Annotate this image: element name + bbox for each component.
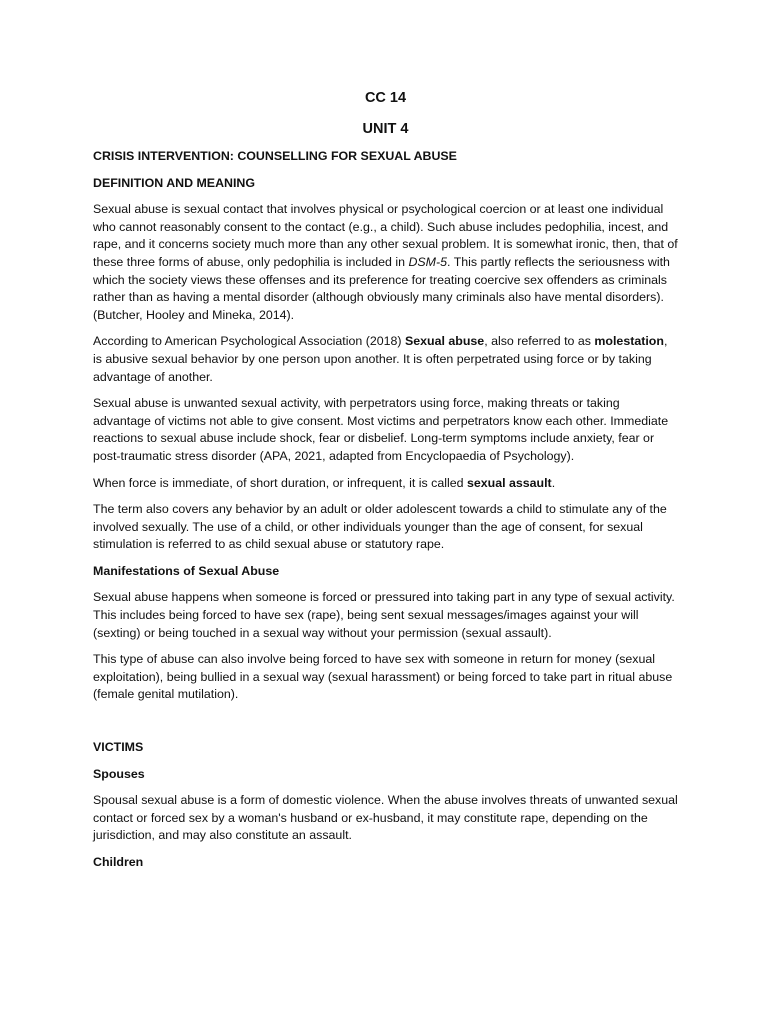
children-heading: Children	[93, 855, 144, 869]
document-title: CRISIS INTERVENTION: COUNSELLING FOR SEXUAL ABUSE	[93, 149, 457, 163]
definition-p1-text-a: Sexual abuse is sexual contact that involves physical or psychological coercion or at least one individual who cannot reasonably consent to the contact (e.g., a child). Such abuse includes pedophilia, incest, and rape, and it concerns society much more than any other sexual problem. It is somewhat ironic, then, that of these three forms of abuse, only pedophilia is included in	[93, 202, 678, 269]
term-sexual-assault: sexual assault	[466, 475, 552, 490]
spouses-paragraph: Spousal sexual abuse is a form of domestic violence. When the abuse involves threats of unwanted sexual contact or forced sex by a woman's husband or ex-husband, it may constitute rape, depending on the jurisdiction, and may also constitute an assault.	[93, 793, 678, 843]
term-sexual-abuse: Sexual abuse	[405, 334, 485, 349]
section-spacer	[93, 713, 678, 739]
definition-paragraph-2	[93, 333, 678, 386]
unit-title: UNIT 4	[362, 121, 409, 137]
definition-heading: DEFINITION AND MEANING	[93, 175, 255, 190]
definition-paragraph-4	[93, 475, 678, 493]
term-molestation: molestation	[594, 334, 664, 349]
definition-paragraph-1	[93, 201, 678, 324]
course-code: CC 14	[364, 90, 407, 106]
manifestations-paragraph-2: This type of abuse can also involve being forced to have sex with someone in return for money (sexual exploitation), being bullied in a sexual way (sexual harassment) or being forced to take part in ritual abuse (female genital mutilation).	[93, 652, 673, 702]
document-page	[93, 88, 678, 881]
definition-p4-text-c: .	[551, 475, 556, 490]
definition-p2-text-a: According to American Psychological Association (2018)	[93, 334, 405, 349]
dsm-5-reference: DSM-5	[408, 254, 448, 269]
definition-p1-text-b: . This partly reflects the seriousness with which the society views these offenses and its preference for treating coercive sex offenders as criminals rather than as having a mental disorder (although obviously many criminals also have mental disorders). (Butcher, Hooley and Mineka, 2014).	[93, 254, 670, 322]
definition-p2-text-d: , is abusive sexual behavior by one person upon another. It is often perpetrated using force or by taking advantage of another.	[93, 334, 668, 384]
definition-paragraph-5: The term also covers any behavior by an adult or older adolescent towards a child to stimulate any of the involved sexually. The use of a child, or other individuals younger than the age of consent, for sexual stimulation is referred to as child sexual abuse or statutory rape.	[93, 502, 667, 552]
definition-paragraph-3: Sexual abuse is unwanted sexual activity, with perpetrators using force, making threats or taking advantage of victims not able to give consent. Most victims and perpetrators know each other. Immediate reactions to sexual abuse include shock, fear or disbelief. Long-term symptoms include anxiety, fear or post-traumatic stress disorder (APA, 2021, adapted from Encyclopaedia of Psychology).	[93, 396, 669, 463]
definition-p2-text-c: , also referred to as	[484, 334, 595, 349]
spouses-heading: Spouses	[93, 766, 145, 781]
manifestations-heading: Manifestations of Sexual Abuse	[93, 563, 280, 578]
manifestations-paragraph-1: Sexual abuse happens when someone is forced or pressured into taking part in any type of sexual activity. This includes being forced to have sex (rape), being sent sexual messages/images against your will (sexting) or being touched in a sexual way without your permission (sexual assault).	[93, 590, 675, 640]
definition-p4-text-a: When force is immediate, of short duration, or infrequent, it is called	[93, 475, 467, 490]
victims-heading: VICTIMS	[93, 740, 144, 755]
